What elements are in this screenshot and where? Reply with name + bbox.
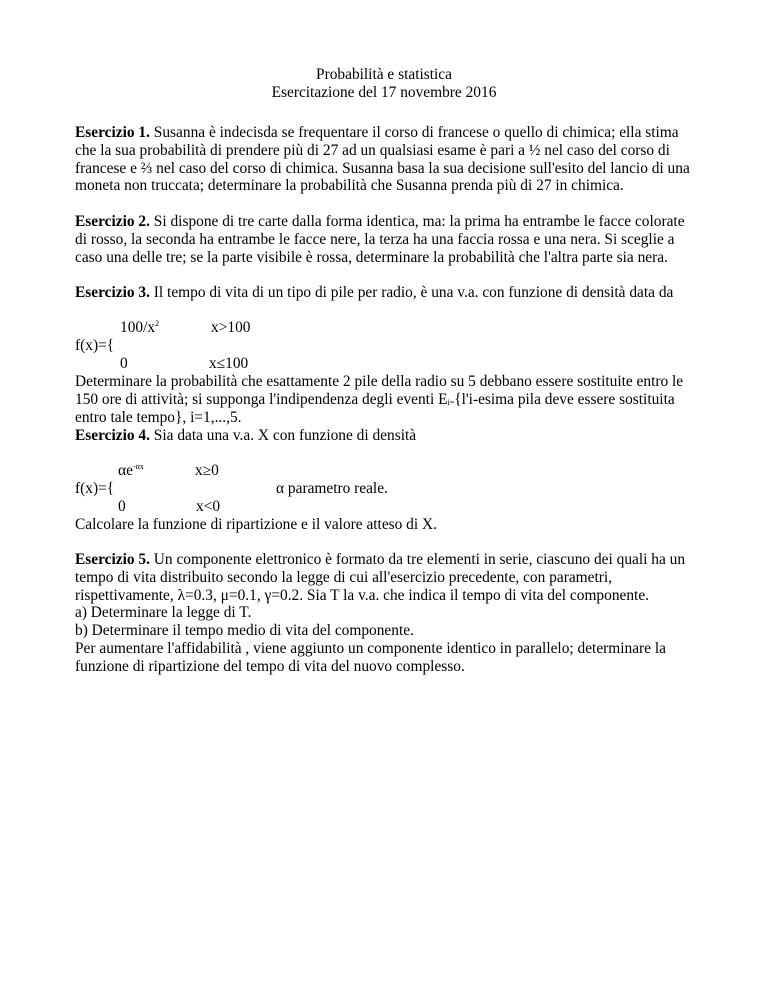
document-subtitle: Esercitazione del 17 novembre 2016 [271, 84, 497, 101]
exercise-2 [75, 213, 705, 266]
exercise-2-line-1: Esercizio 2. Si dispone di tre carte dalla forma identica, ma: la prima ha entrambe le facce colorate [75, 213, 685, 230]
exercise-5-label: Esercizio 5. [75, 551, 150, 568]
exercise-4-case2-value: 0 [118, 498, 126, 515]
exercise-3-line-1: Determinare la probabilità che esattamente 2 pile della radio su 5 debbano essere sostituite entro le [75, 373, 684, 390]
exercise-4-text [75, 516, 705, 534]
exercise-2-line-2: di rosso, la seconda ha entrambe le facce nere, la terza ha una faccia rossa e una nera. Si sceglie a [75, 230, 675, 248]
exercise-3-line-3: entro tale tempo}, i=1,...,5. [75, 408, 242, 426]
exercise-2-line-3: caso una delle tre; se la parte visibile è rossa, determinare la probabilità che l'altra parte sia nera. [75, 248, 668, 266]
exercise-3-line-2: 150 ore di attività; si supponga l'indipendenza degli eventi $E_{i=}\{l'i$-esima pila deve essere sostituita [75, 390, 675, 408]
exercise-1-line-3: francese e ⅔ nel caso del corso di chimica. Susanna basa la sua decisione sull'esito del lancio di una [75, 159, 690, 177]
exercise-4-case1-value: $\alpha e^{-\alpha x}$ [118, 462, 144, 479]
exercise-5-line-3: rispettivamente, λ=0.3, μ=0.1, γ=0.2. Sia T la v.a. che indica il tempo di vita del componente. [75, 586, 649, 604]
exercise-1-label: Esercizio 1. [75, 124, 150, 141]
exercise-4-parameter-note: α parametro reale. [276, 480, 388, 497]
exercise-1 [75, 124, 705, 195]
exercise-3-label: Esercizio 3. [75, 284, 150, 301]
exercise-2-label: Esercizio 2. [75, 213, 150, 230]
exercise-4-label: Esercizio 4. [75, 427, 150, 444]
exercise-1-line-2: che la sua probabilità di prendere più di 27 ad un qualsiasi esame è pari a ½ nel caso del corso di [75, 141, 670, 159]
exercise-1-line-4: moneta non truccata; determinare la probabilità che Susanna prenda più di 27 in chimica. [75, 177, 624, 195]
exercise-5-line-1: Esercizio 5. Un componente elettronico è formato da tre elementi in serie, ciascuno dei quali ha un [75, 551, 686, 568]
exercise-3-case2-condition: x≤100 [209, 355, 249, 372]
document-title: Probabilità e statistica [316, 66, 452, 83]
exercise-5-line-5: b) Determinare il tempo medio di vita del componente. [75, 622, 414, 640]
exercise-5-line-6: Per aumentare l'affidabilità , viene aggiunto un componente identico in parallelo; determinare la [75, 639, 666, 657]
exercise-5-line-4: a) Determinare la legge di T. [75, 604, 252, 622]
exercise-5 [75, 551, 705, 676]
exercise-3-case1-condition: x>100 [211, 319, 251, 336]
exercise-4-case2-condition: x<0 [196, 498, 221, 515]
exercise-3-case2-value: 0 [120, 355, 128, 372]
exercise-4-function-label: f(x)={ [75, 480, 115, 497]
exercise-5-line-2: tempo di vita distribuito secondo la legge di cui all'esercizio precedente, con parametri, [75, 568, 612, 586]
exercise-5-line-7: funzione di ripartizione del tempo di vita del nuovo complesso. [75, 657, 465, 675]
exercise-4-intro: Esercizio 4. Sia data una v.a. X con funzione di densità [75, 427, 417, 444]
exercise-3-case1-value: $100/x^2$ [120, 319, 160, 336]
exercise-3-intro: Esercizio 3. Il tempo di vita di un tipo di pile per radio, è una v.a. con funzione di densità data da [75, 284, 674, 301]
exercise-4-line-1: Calcolare la funzione di ripartizione e il valore atteso di X. [75, 516, 437, 533]
exercise-1-line-1: Esercizio 1. Susanna è indecisda se frequentare il corso di francese o quello di chimica; ella stima [75, 124, 679, 141]
exercise-3-function-label: f(x)={ [75, 337, 115, 354]
exercise-3-text [75, 373, 705, 426]
exercise-4-case1-condition: x≥0 [195, 462, 219, 479]
